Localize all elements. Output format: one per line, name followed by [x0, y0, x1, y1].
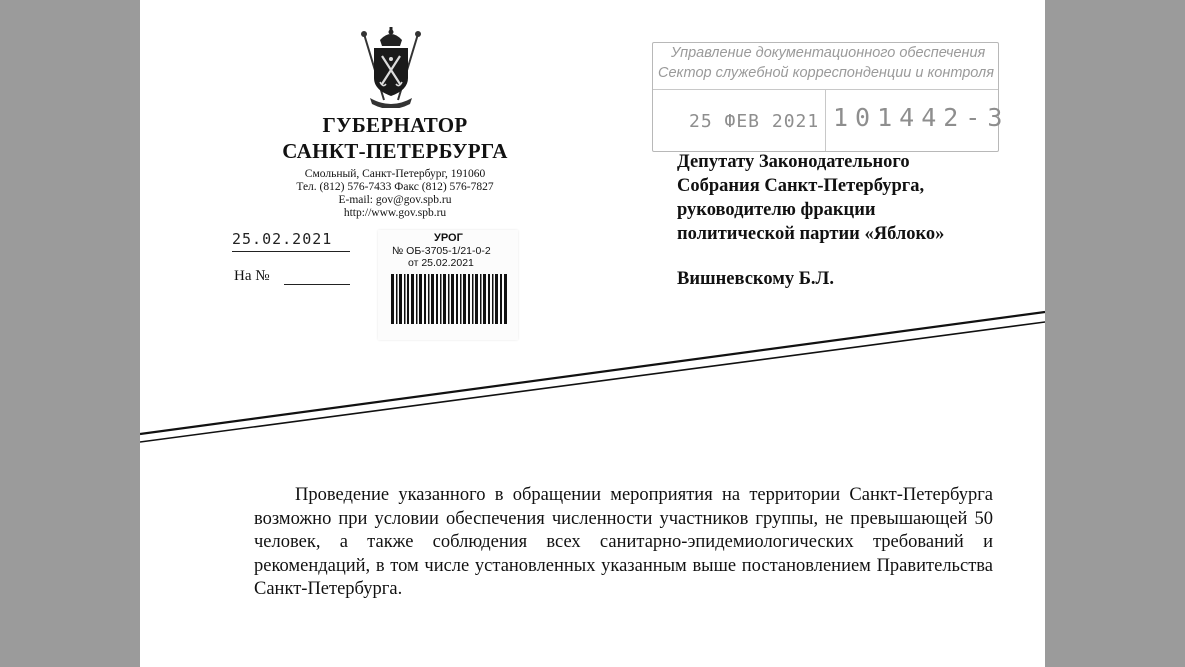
registration-date: от 25.02.2021: [408, 257, 474, 269]
addressee-name: Вишневскому Б.Л.: [677, 269, 834, 289]
addressee-line2: Собрания Санкт-Петербурга,: [677, 176, 925, 196]
incoming-registration-stamp: [652, 42, 1010, 152]
letterhead-contacts: [250, 168, 540, 220]
letterhead-title-line2: САНКТ-ПЕТЕРБУРГА: [282, 139, 508, 163]
letterhead-address: Смольный, Санкт-Петербург, 191060: [304, 168, 486, 180]
urgency-label: УРОГ: [434, 232, 463, 244]
stamp-vertical-divider: [825, 89, 826, 151]
outgoing-date: 25.02.2021: [232, 230, 333, 248]
fold-lines: [140, 300, 1045, 460]
letterhead-website: http://www.gov.spb.ru: [343, 207, 447, 219]
stamp-department: Управление документационного обеспечения: [671, 45, 986, 61]
letterhead-phones: Тел. (812) 576-7433 Факс (812) 576-7827: [296, 181, 494, 193]
addressee-line1: Депутату Законодательного: [677, 152, 910, 172]
letterhead-title: [240, 112, 550, 164]
document-page: [140, 0, 1045, 667]
letterhead-title-line1: ГУБЕРНАТОР: [322, 113, 468, 137]
stamp-sector: Сектор служебной корреспонденции и контроля: [658, 65, 994, 81]
addressee-line4: политической партии «Яблоко»: [677, 224, 945, 244]
letterhead-email: E-mail: gov@gov.spb.ru: [338, 194, 452, 206]
reference-number-label: На №: [234, 268, 270, 284]
reference-number-underline: [284, 284, 350, 285]
stamp-number: 101442-3: [833, 103, 1010, 132]
letter-body-paragraph: Проведение указанного в обращении мероприятия на территории Санкт-Петербурга возможно при условии обеспечения численности участников группы, не превышающей 50 человек, а также соблюдения всех санитарно-эпидемиологических требований и рекомендаций, в том числе установленных указанным выше постановлением Правительства Санкт-Петербурга.: [254, 485, 993, 599]
coat-of-arms-icon: [356, 26, 426, 108]
registration-number: № ОБ-3705-1/21-0-2: [392, 245, 491, 257]
outgoing-date-underline: [232, 251, 350, 252]
addressee-block: [677, 150, 944, 246]
addressee-line3: руководителю фракции: [677, 200, 876, 220]
stamp-date: 25 ФЕВ 2021: [689, 111, 820, 132]
